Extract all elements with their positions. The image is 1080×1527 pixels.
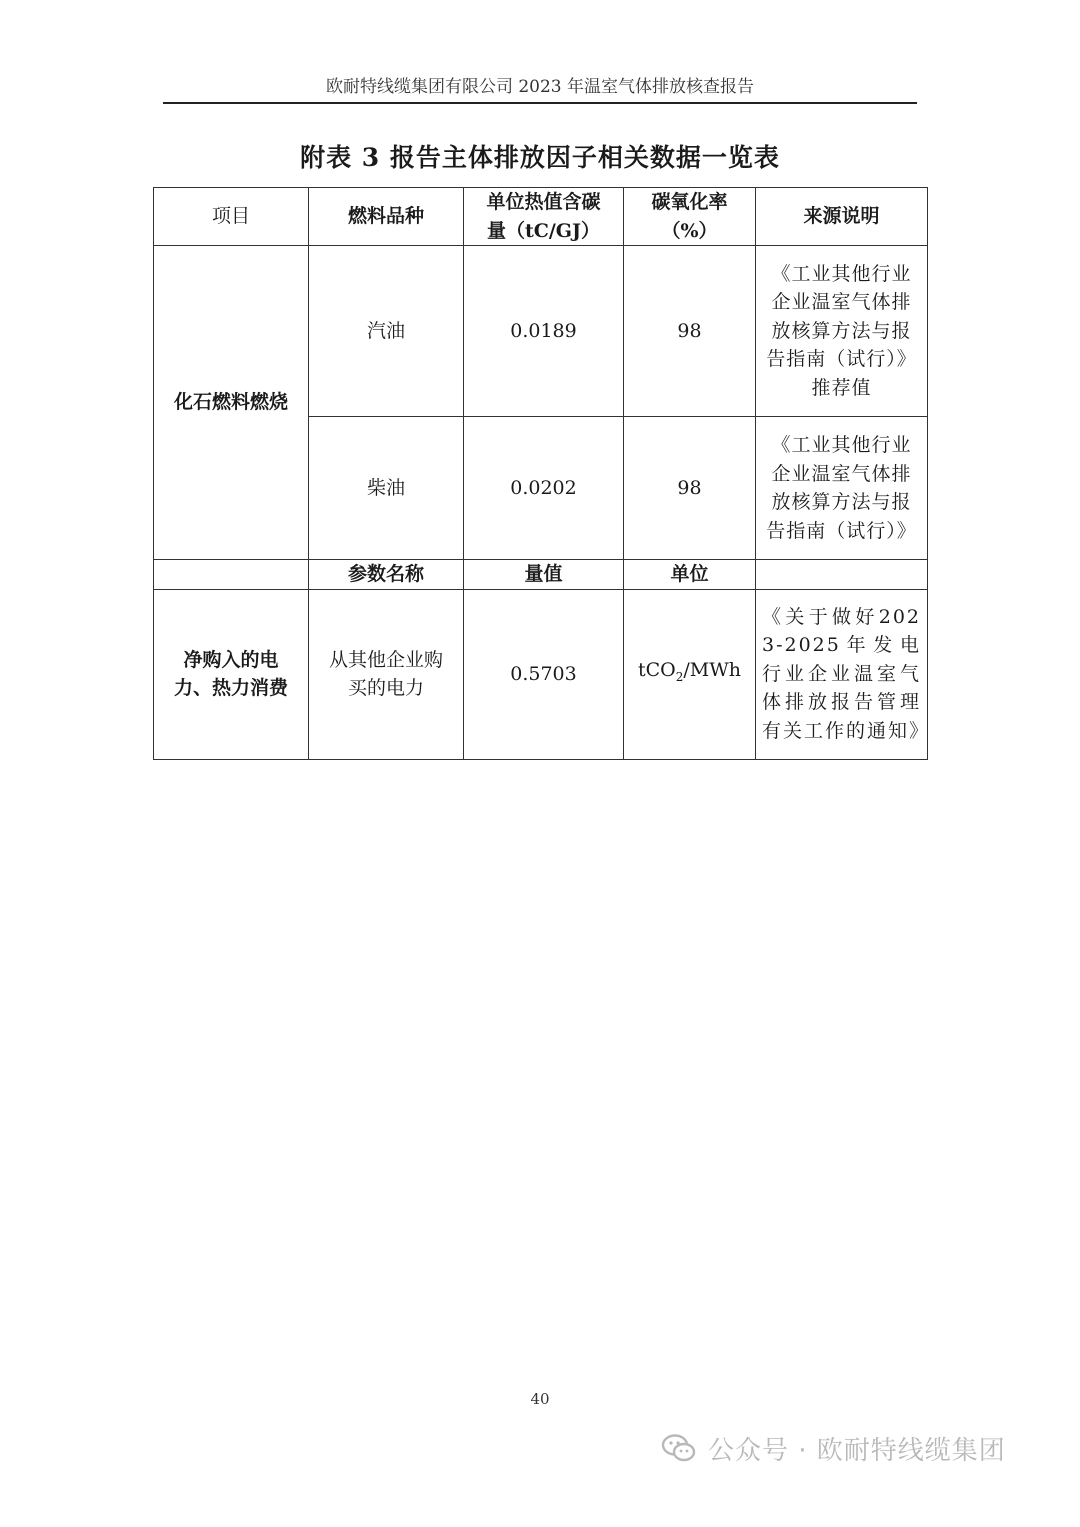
table-header-row <box>154 188 928 246</box>
header-source: 来源说明 <box>756 188 928 246</box>
header-item: 项目 <box>154 188 309 246</box>
category-electricity-line2: 力、热力消费 <box>173 677 288 699</box>
table-row <box>154 246 928 417</box>
header-fuel: 燃料品种 <box>309 188 464 246</box>
page-number: 40 <box>530 1390 550 1408</box>
oxidation-rate-diesel: 98 <box>624 417 756 560</box>
param-header-row <box>154 560 928 590</box>
unit-prefix: tCO <box>637 659 676 682</box>
header-oxidation-rate <box>624 188 756 246</box>
wechat-icon <box>660 1433 698 1463</box>
param-header-value: 量值 <box>464 560 624 590</box>
carbon-content-diesel: 0.0202 <box>464 417 624 560</box>
watermark-text: 公众号 · 欧耐特线缆集团 <box>708 1435 1006 1466</box>
unit-electricity <box>624 589 756 759</box>
page-title: 附表 3 报告主体排放因子相关数据一览表 <box>300 143 780 172</box>
source-gasoline: 《工业其他行业企业温室气体排放核算方法与报告指南（试行）》推荐值 <box>756 246 928 417</box>
value-electricity: 0.5703 <box>464 589 624 759</box>
header-carbon-content <box>464 188 624 246</box>
header-oxidation-line1: 碳氧化率 <box>651 191 728 213</box>
source-electricity: 《关于做好2023-2025年发电行业企业温室气体排放报告管理有关工作的通知》 <box>756 589 928 759</box>
fuel-diesel: 柴油 <box>309 417 464 560</box>
header-carbon-content-line1: 单位热值含碳 <box>486 191 601 213</box>
category-electricity-line1: 净购入的电 <box>183 648 279 671</box>
unit-suffix: /MWh <box>683 659 741 682</box>
param-header-name: 参数名称 <box>309 560 464 590</box>
category-electricity <box>154 589 309 759</box>
param-line2: 买的电力 <box>347 677 424 699</box>
param-line1: 从其他企业购 <box>328 648 443 671</box>
header-divider <box>163 102 917 104</box>
param-header-unit: 单位 <box>624 560 756 590</box>
header-oxidation-line2: （%） <box>661 219 718 242</box>
report-header: 欧耐特线缆集团有限公司 2023 年温室气体排放核查报告 <box>325 77 755 97</box>
header-carbon-content-line2: 量（tC/GJ） <box>486 219 601 242</box>
param-header-empty <box>154 560 309 590</box>
emission-factor-table <box>153 187 931 760</box>
source-diesel: 《工业其他行业企业温室气体排放核算方法与报告指南（试行）》 <box>756 417 928 560</box>
param-purchased-electricity <box>309 589 464 759</box>
category-fossil: 化石燃料燃烧 <box>154 246 309 560</box>
oxidation-rate-gasoline: 98 <box>624 246 756 417</box>
unit-subscript: 2 <box>675 670 684 685</box>
watermark <box>660 1428 1060 1468</box>
param-header-source-empty <box>756 560 928 590</box>
fuel-gasoline: 汽油 <box>309 246 464 417</box>
table-row <box>154 589 928 759</box>
carbon-content-gasoline: 0.0189 <box>464 246 624 417</box>
